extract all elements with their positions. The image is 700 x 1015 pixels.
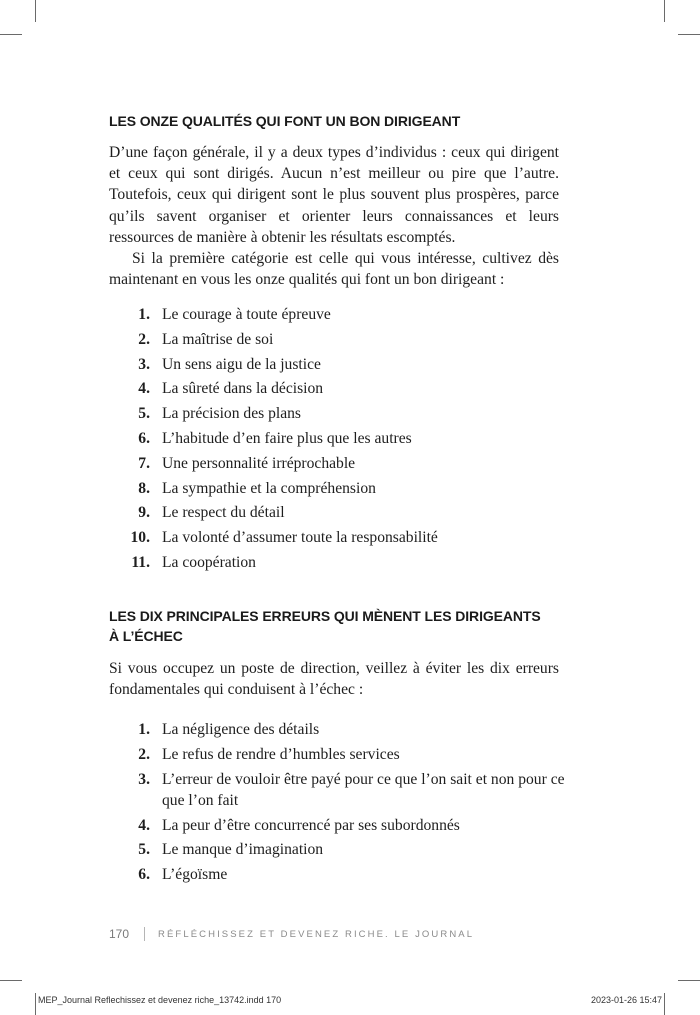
list-item: [109, 304, 569, 325]
list-item-text: Le courage à toute épreuve: [162, 306, 331, 323]
list-number: 2.: [138, 330, 150, 348]
list-number: 5.: [138, 405, 150, 423]
list-number: 2.: [138, 745, 150, 763]
heading-line: À L’ÉCHEC: [109, 628, 183, 644]
crop-mark: [35, 0, 36, 22]
list-item-text: La sympathie et la compréhension: [162, 479, 376, 497]
errors-intro-paragraph: Si vous occupez un poste de direction, veillez à éviter les dix erreurs fondamentales qui conduisent à l’échec :: [109, 660, 559, 699]
list-number: 8.: [138, 479, 150, 497]
list-item: [109, 428, 569, 449]
list-item: [109, 354, 569, 375]
crop-mark: [664, 0, 665, 22]
list-item-text: La précision des plans: [162, 405, 302, 423]
list-number: 4.: [138, 816, 150, 834]
intro-paragraph-2: Si la première catégorie est celle qui vous intéresse, cultivez dès maintenant en vous les onze qualités qui font un bon dirigeant :: [109, 250, 559, 289]
list-item: [109, 744, 569, 765]
list-number: 3.: [138, 770, 150, 788]
list-item-text: L’égoïsme: [162, 866, 228, 884]
list-item-text: La maîtrise de soi: [162, 330, 274, 348]
crop-mark: [0, 34, 22, 35]
list-item: [109, 527, 569, 548]
page-footer: [109, 925, 474, 943]
list-number: 3.: [138, 355, 150, 373]
list-item-text: La coopération: [162, 553, 256, 571]
list-number: 4.: [138, 380, 150, 398]
list-item: [109, 502, 569, 523]
list-item: [109, 403, 569, 424]
list-number: 6.: [138, 429, 150, 447]
section-heading-qualities: LES ONZE QUALITÉS QUI FONT UN BON DIRIGEANT: [109, 113, 461, 129]
list-item-text: La volonté d’assumer toute la responsabilité: [162, 529, 438, 547]
list-item: [109, 864, 569, 885]
list-number: 1.: [138, 721, 150, 738]
list-number: 10.: [130, 529, 150, 547]
crop-mark: [0, 980, 22, 981]
list-item: [109, 453, 569, 474]
intro-paragraph: D’une façon générale, il y a deux types d’individus : ceux qui dirigent et ceux qui sont dirigés. Aucun n’est meilleur ou pire que l’autre. Toutefois, ceux qui dirigent sont le plus souvent plus prospères, parce qu’ils savent organiser et orienter leurs connaissances et leurs ressources de manière à obtenir les résultats escomptés.: [109, 144, 559, 246]
list-item: [109, 329, 569, 350]
list-item-text: Le refus de rendre d’humbles services: [162, 745, 400, 763]
list-number: 9.: [138, 504, 150, 522]
list-item-text: L’habitude d’en faire plus que les autres: [162, 429, 412, 447]
list-number: 7.: [138, 454, 150, 472]
crop-mark: [35, 993, 36, 1015]
list-item-text: Le manque d’imagination: [162, 841, 324, 859]
list-number: 11.: [131, 553, 150, 571]
list-item-text: L’erreur de vouloir être payé pour ce que l’on sait et non pour ce que l’on fait: [162, 770, 565, 809]
list-item-text: La sûreté dans la décision: [162, 380, 324, 398]
list-number: 6.: [138, 866, 150, 884]
list-item: [109, 552, 569, 573]
qualities-list: [109, 304, 569, 573]
footer-divider: [144, 927, 145, 941]
running-title: RÉFLÉCHISSEZ ET DEVENEZ RICHE. LE JOURNAL: [158, 928, 475, 940]
crop-mark: [664, 993, 665, 1015]
list-item: [109, 378, 569, 399]
list-item-text: Un sens aigu de la justice: [162, 355, 321, 373]
crop-mark: [678, 34, 700, 35]
list-item-text: Une personnalité irréprochable: [162, 454, 356, 472]
list-item: [109, 478, 569, 499]
list-number: 1.: [138, 306, 150, 323]
list-item-text: La peur d’être concurrencé par ses subordonnés: [162, 816, 460, 834]
list-item: [109, 719, 569, 740]
list-item-text: La négligence des détails: [162, 721, 320, 738]
list-item-text: Le respect du détail: [162, 504, 285, 522]
list-number: 5.: [138, 841, 150, 859]
list-item: [109, 769, 569, 811]
crop-mark: [678, 980, 700, 981]
section-heading-errors: [109, 606, 569, 646]
slug-timestamp: 2023-01-26 15:47: [590, 995, 662, 1005]
list-item: [109, 839, 569, 860]
errors-list: [109, 719, 569, 885]
heading-line: LES DIX PRINCIPALES ERREURS QUI MÈNENT LES DIRIGEANTS: [109, 608, 541, 624]
list-item: [109, 815, 569, 836]
slug-file-name: MEP_Journal Reflechissez et devenez riche_13742.indd 170: [38, 995, 282, 1005]
page-number: 170: [109, 927, 130, 941]
